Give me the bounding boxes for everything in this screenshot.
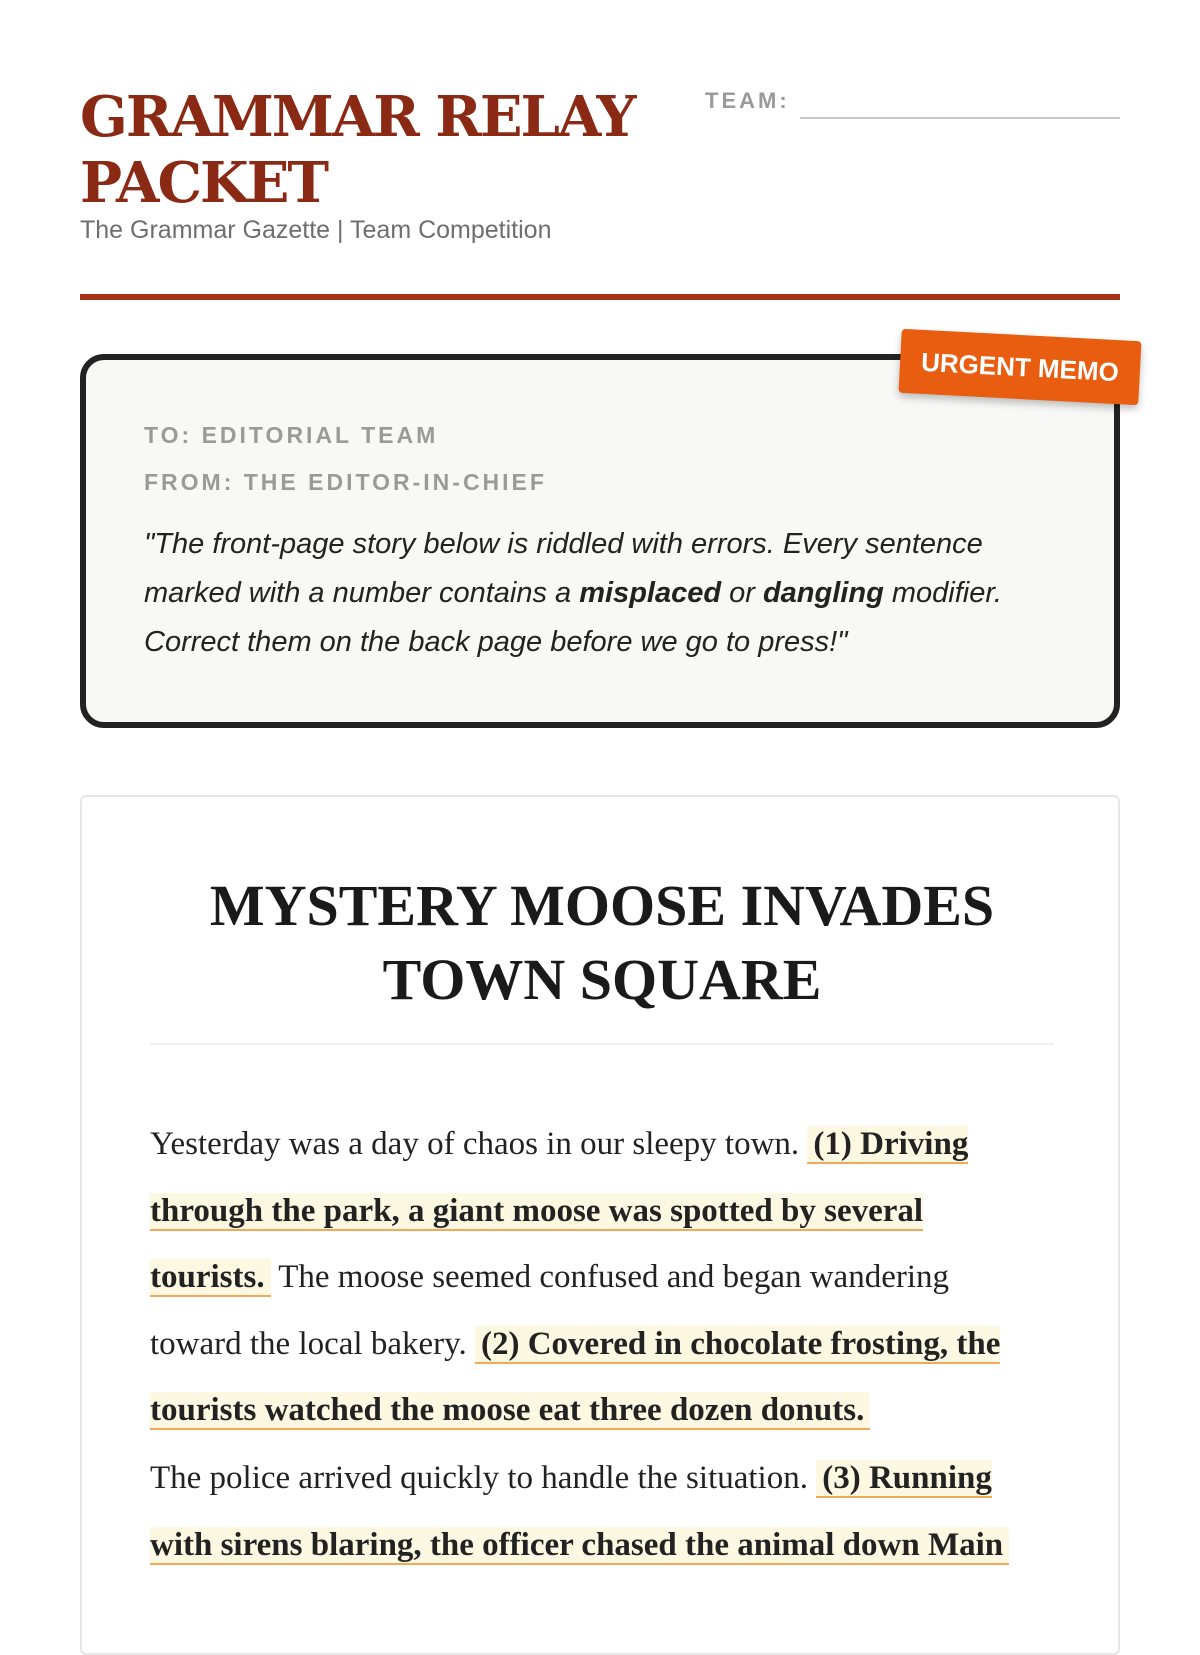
article-paragraph [150,1111,1040,1444]
team-name-field[interactable] [800,117,1120,119]
headline-divider [150,1043,1054,1045]
memo-message [144,520,1044,667]
memo-recipient: TO: EDITORIAL TEAM [144,422,439,448]
article-paragraph [150,1445,1040,1578]
memo-keyword-dangling: dangling [762,577,884,609]
error-sentence-2: (2) Covered in chocolate frosting, the tourists watched the moose eat three dozen donuts. [150,1325,1001,1428]
memo-message-part: or [721,577,763,609]
page-title: GRAMMAR RELAY PACKET [80,84,635,216]
error-sentence-3: (3) Running with sirens blaring, the officer chased the animal down Main [150,1460,1009,1565]
article-headline: MYSTERY MOOSE INVADES TOWN SQUARE [209,873,995,1012]
article-text: The police arrived quickly to handle the situation. [150,1460,817,1496]
error-sentence-1: (1) Driving through the park, a giant moose was spotted by several tourists. [150,1126,969,1295]
article-card [80,795,1120,1655]
header [80,0,1120,300]
page [80,0,1120,1563]
team-label: TEAM: [705,88,790,113]
memo-keyword-misplaced: misplaced [579,577,722,609]
urgent-memo-stamp: URGENT MEMO [898,329,1141,405]
memo-message-part: "The front-page story below is riddled with errors. Every sentence marked with a number contains a [144,528,983,609]
memo-message-part: modifier. Correct them on the back page before we go to press!" [144,577,1002,658]
header-divider [80,294,1120,300]
memo-sender: FROM: THE EDITOR-IN-CHIEF [144,469,547,495]
page-subtitle: The Grammar Gazette | Team Competition [80,216,552,244]
article-text: Yesterday was a day of chaos in our sleepy town. [150,1126,808,1162]
article-text: The moose seemed confused and began wandering toward the local bakery. [150,1259,950,1362]
urgent-memo-box [80,354,1120,728]
